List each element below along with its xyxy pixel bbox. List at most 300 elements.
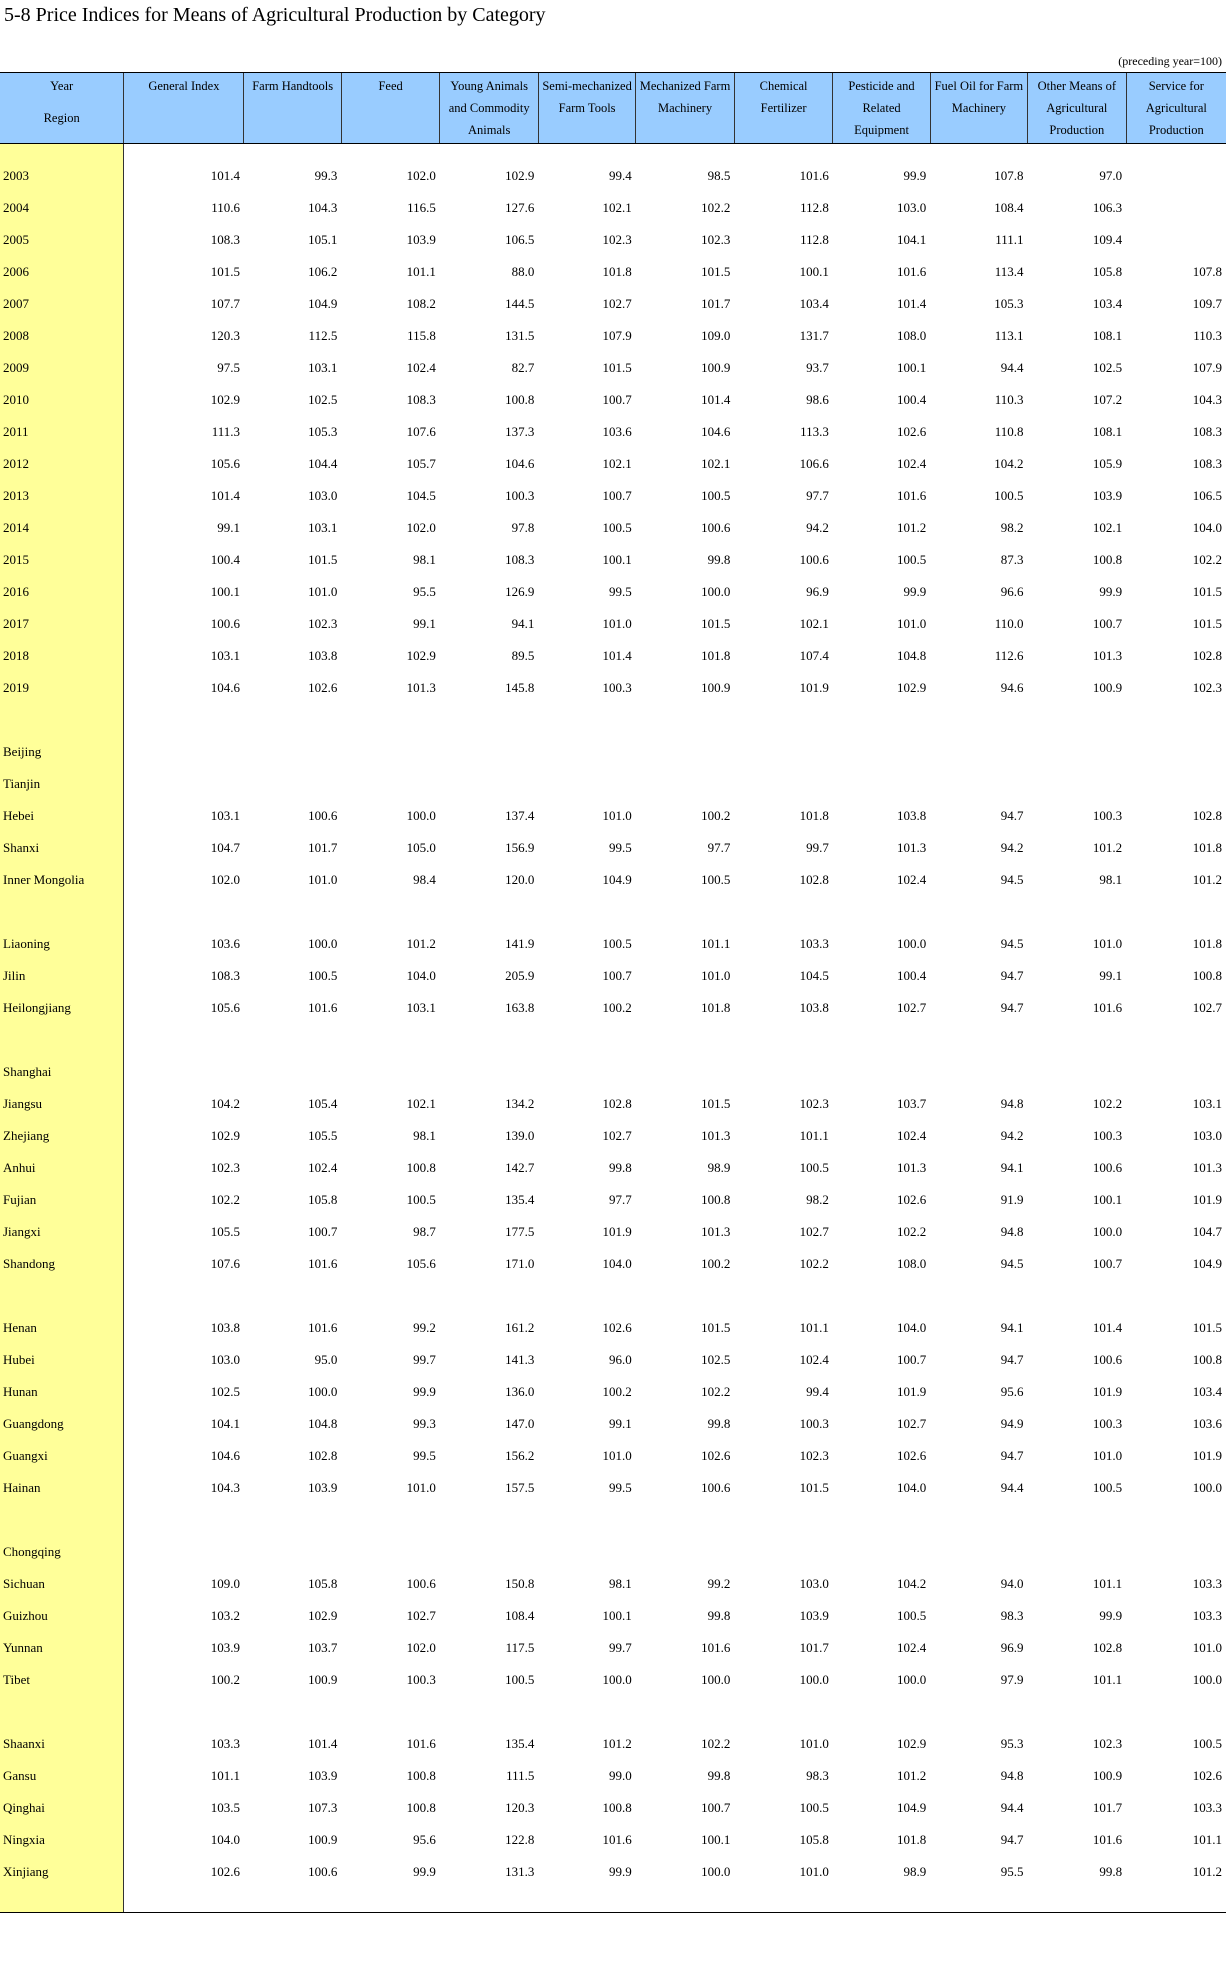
value-cell: 103.4: [1092, 296, 1123, 311]
value-cell: 101.1: [1192, 1832, 1222, 1847]
row-label: 2004: [0, 192, 124, 224]
value-cell: 122.8: [505, 1832, 535, 1847]
value-cell: 113.3: [800, 424, 829, 439]
value-cell: 102.0: [210, 872, 240, 887]
value-cell: 101.4: [602, 648, 632, 663]
value-cell: 99.4: [609, 168, 632, 183]
column-header: Service for Agricultural Production: [1126, 73, 1226, 144]
value-cell: 102.2: [1192, 552, 1222, 567]
value-cell: 107.8: [994, 168, 1024, 183]
value-cell: 102.2: [210, 1192, 240, 1207]
value-cell: 89.5: [511, 648, 535, 663]
row-label: Qinghai: [0, 1792, 124, 1824]
value-cell: 102.3: [1192, 680, 1222, 695]
value-cell: 100.1: [210, 584, 240, 599]
row-label: 2009: [0, 352, 124, 384]
value-cell: 102.4: [799, 1352, 829, 1367]
value-cell: 108.3: [210, 232, 240, 247]
value-cell: 100.0: [1192, 1672, 1222, 1687]
value-cell: 102.8: [799, 872, 829, 887]
value-cell: 102.7: [1192, 1000, 1222, 1015]
row-label-empty: [0, 1504, 124, 1536]
column-header: General Index: [124, 73, 244, 144]
empty-cell: [636, 896, 735, 928]
value-cell: 105.6: [210, 456, 240, 471]
empty-cell: [636, 144, 735, 161]
value-cell: 100.2: [602, 1000, 632, 1015]
empty-cell: [124, 1696, 244, 1728]
row-label: Fujian: [0, 1184, 124, 1216]
value-cell: 102.9: [210, 392, 240, 407]
empty-cell: [1126, 1696, 1226, 1728]
empty-cell: [341, 1504, 440, 1536]
value-cell: 94.4: [1000, 1800, 1024, 1815]
value-cell: 105.3: [308, 424, 338, 439]
empty-cell: [1028, 1504, 1127, 1536]
value-cell: 101.8: [799, 808, 829, 823]
value-cell: 100.8: [406, 1160, 436, 1175]
value-cell: 100.5: [799, 1800, 829, 1815]
empty-cell: [1126, 1024, 1226, 1056]
row-label-empty: [0, 1024, 124, 1056]
value-cell: 99.1: [217, 520, 240, 535]
value-cell: 100.7: [602, 392, 632, 407]
column-header: Mechanized Farm Machinery: [636, 73, 735, 144]
value-cell: 99.7: [413, 1352, 436, 1367]
value-cell: [1126, 224, 1226, 256]
value-cell: 100.5: [602, 520, 632, 535]
value-cell: 101.5: [701, 264, 731, 279]
year-region-header: [0, 73, 124, 144]
value-cell: 101.6: [1092, 1832, 1123, 1847]
value-cell: 100.6: [1092, 1352, 1123, 1367]
table-row: [0, 384, 1226, 416]
empty-cell: [244, 1696, 341, 1728]
row-label: Sichuan: [0, 1568, 124, 1600]
value-cell: 116.5: [407, 200, 436, 215]
value-cell: [734, 1056, 833, 1088]
value-cell: 103.0: [308, 488, 338, 503]
row-label: Jilin: [0, 960, 124, 992]
table-row: [0, 768, 1226, 800]
table-row: [0, 928, 1226, 960]
region-header-label: Region: [43, 111, 80, 125]
value-cell: 101.2: [1192, 1864, 1222, 1879]
empty-cell: [244, 1888, 341, 1913]
value-cell: 101.3: [896, 1160, 927, 1175]
value-cell: 102.4: [896, 1128, 927, 1143]
value-cell: [1028, 1056, 1127, 1088]
table-row: [0, 1056, 1226, 1088]
value-cell: 108.4: [505, 1608, 535, 1623]
value-cell: 98.1: [1099, 872, 1123, 887]
value-cell: [636, 1536, 735, 1568]
value-cell: 103.2: [210, 1608, 240, 1623]
tail-row: [0, 1888, 1226, 1913]
value-cell: 101.2: [1092, 840, 1123, 855]
gap-row: [0, 1696, 1226, 1728]
row-label: Beijing: [0, 736, 124, 768]
value-cell: 109.7: [1192, 296, 1222, 311]
value-cell: 100.5: [406, 1192, 436, 1207]
value-cell: 137.4: [505, 808, 535, 823]
value-cell: 108.0: [896, 328, 927, 343]
value-cell: 101.9: [602, 1224, 632, 1239]
value-cell: 97.9: [1000, 1672, 1024, 1687]
table-row: [0, 832, 1226, 864]
empty-cell: [734, 1280, 833, 1312]
value-cell: 100.5: [799, 1160, 829, 1175]
value-cell: 94.5: [1000, 1256, 1024, 1271]
table-row: [0, 224, 1226, 256]
table-row: [0, 320, 1226, 352]
value-cell: [244, 1056, 341, 1088]
value-cell: 101.3: [701, 1224, 731, 1239]
value-cell: 102.6: [896, 1192, 927, 1207]
value-cell: [440, 1536, 539, 1568]
empty-cell: [930, 896, 1027, 928]
value-cell: 111.3: [211, 424, 240, 439]
value-cell: 103.6: [1192, 1416, 1222, 1431]
value-cell: 111.5: [506, 1768, 535, 1783]
table-row: [0, 1632, 1226, 1664]
empty-cell: [538, 144, 635, 161]
value-cell: 95.6: [1000, 1384, 1024, 1399]
empty-cell: [930, 1280, 1027, 1312]
value-cell: 101.6: [308, 1000, 338, 1015]
value-cell: 104.0: [406, 968, 436, 983]
value-cell: 103.7: [896, 1096, 927, 1111]
value-cell: [833, 1056, 930, 1088]
table-row: [0, 1472, 1226, 1504]
empty-cell: [538, 1280, 635, 1312]
value-cell: 103.0: [1192, 1128, 1222, 1143]
row-label: Gansu: [0, 1760, 124, 1792]
value-cell: 102.4: [896, 872, 927, 887]
value-cell: 161.2: [505, 1320, 535, 1335]
value-cell: 94.2: [1000, 840, 1024, 855]
empty-cell: [124, 1504, 244, 1536]
value-cell: 105.6: [406, 1256, 436, 1271]
value-cell: 94.2: [806, 520, 829, 535]
value-cell: 103.9: [406, 232, 436, 247]
value-cell: 98.1: [609, 1576, 632, 1591]
value-cell: 100.5: [701, 872, 731, 887]
value-cell: 100.0: [799, 1672, 829, 1687]
row-label: Liaoning: [0, 928, 124, 960]
value-cell: 102.9: [406, 648, 436, 663]
table-row: [0, 416, 1226, 448]
value-cell: 101.2: [406, 936, 436, 951]
value-cell: 102.6: [602, 1320, 632, 1335]
value-cell: 104.7: [1192, 1224, 1222, 1239]
empty-cell: [930, 704, 1027, 736]
value-cell: 101.0: [1092, 936, 1123, 951]
row-label-empty: [0, 1280, 124, 1312]
value-cell: 105.3: [994, 296, 1024, 311]
value-cell: 95.3: [1000, 1736, 1024, 1751]
value-cell: 108.4: [994, 200, 1024, 215]
value-cell: 104.6: [505, 456, 535, 471]
table-row: [0, 1248, 1226, 1280]
empty-cell: [636, 1504, 735, 1536]
value-cell: [341, 768, 440, 800]
empty-cell: [538, 1504, 635, 1536]
row-label-empty: [0, 1696, 124, 1728]
value-cell: 103.9: [799, 1608, 829, 1623]
value-cell: 94.7: [1000, 1000, 1024, 1015]
column-header: Pesticide and Related Equipment: [833, 73, 930, 144]
value-cell: 102.1: [701, 456, 731, 471]
value-cell: 103.1: [308, 520, 338, 535]
value-cell: 107.9: [1192, 360, 1222, 375]
value-cell: 101.4: [701, 392, 731, 407]
value-cell: 101.8: [602, 264, 632, 279]
value-cell: 101.5: [602, 360, 632, 375]
value-cell: 99.9: [609, 1864, 632, 1879]
value-cell: 104.7: [210, 840, 240, 855]
price-index-table: [0, 72, 1226, 1913]
value-cell: 98.2: [1000, 520, 1024, 535]
table-row: [0, 1344, 1226, 1376]
empty-cell: [833, 144, 930, 161]
value-cell: [244, 1536, 341, 1568]
table-row: [0, 192, 1226, 224]
value-cell: 101.6: [406, 1736, 436, 1751]
column-header: Other Means of Agricultural Production: [1028, 73, 1127, 144]
value-cell: 94.4: [1000, 1480, 1024, 1495]
empty-cell: [1028, 1280, 1127, 1312]
value-cell: 102.9: [896, 680, 927, 695]
value-cell: 102.3: [799, 1096, 829, 1111]
value-cell: [930, 768, 1027, 800]
value-cell: 141.9: [505, 936, 535, 951]
value-cell: 100.6: [799, 552, 829, 567]
table-row: [0, 1824, 1226, 1856]
value-cell: [930, 736, 1027, 768]
value-cell: 94.7: [1000, 968, 1024, 983]
value-cell: 104.9: [602, 872, 632, 887]
value-cell: 101.6: [896, 488, 927, 503]
value-cell: [341, 1536, 440, 1568]
value-cell: 101.2: [1192, 872, 1222, 887]
value-cell: 94.0: [1000, 1576, 1024, 1591]
row-label: 2005: [0, 224, 124, 256]
value-cell: 101.5: [1192, 1320, 1222, 1335]
row-label: 2012: [0, 448, 124, 480]
empty-cell: [734, 704, 833, 736]
empty-cell: [440, 144, 539, 161]
value-cell: 100.2: [210, 1672, 240, 1687]
value-cell: [636, 1056, 735, 1088]
value-cell: 101.5: [701, 1320, 731, 1335]
empty-cell: [930, 1024, 1027, 1056]
value-cell: 102.8: [1192, 648, 1222, 663]
value-cell: 103.8: [799, 1000, 829, 1015]
value-cell: 101.0: [1192, 1640, 1222, 1655]
value-cell: 100.6: [406, 1576, 436, 1591]
value-cell: 98.1: [413, 552, 436, 567]
value-cell: 102.1: [602, 200, 632, 215]
value-cell: 107.3: [308, 1800, 338, 1815]
value-cell: [244, 736, 341, 768]
empty-cell: [538, 1696, 635, 1728]
value-cell: 102.3: [210, 1160, 240, 1175]
table-row: [0, 160, 1226, 192]
value-cell: 100.8: [505, 392, 535, 407]
value-cell: 101.5: [701, 616, 731, 631]
value-cell: 103.9: [308, 1768, 338, 1783]
empty-cell: [244, 704, 341, 736]
value-cell: 100.2: [602, 1384, 632, 1399]
value-cell: 102.6: [1192, 1768, 1222, 1783]
value-cell: 94.1: [1000, 1160, 1024, 1175]
value-cell: 120.3: [505, 1800, 535, 1815]
value-cell: 108.2: [406, 296, 436, 311]
value-cell: 101.5: [1192, 616, 1222, 631]
value-cell: 101.1: [799, 1320, 829, 1335]
value-cell: 99.1: [609, 1416, 632, 1431]
value-cell: 110.6: [211, 200, 240, 215]
value-cell: 108.3: [505, 552, 535, 567]
value-cell: 102.6: [896, 1448, 927, 1463]
value-cell: [244, 768, 341, 800]
column-header: Semi-mechanized Farm Tools: [538, 73, 635, 144]
empty-cell: [341, 1024, 440, 1056]
empty-cell: [734, 1696, 833, 1728]
value-cell: 105.0: [406, 840, 436, 855]
value-cell: 102.8: [308, 1448, 338, 1463]
value-cell: 103.9: [308, 1480, 338, 1495]
value-cell: [930, 1536, 1027, 1568]
value-cell: 108.3: [1192, 456, 1222, 471]
value-cell: 104.2: [994, 456, 1024, 471]
value-cell: 97.5: [217, 360, 240, 375]
value-cell: 120.3: [210, 328, 240, 343]
value-cell: 109.4: [1092, 232, 1123, 247]
value-cell: 100.6: [701, 1480, 731, 1495]
value-cell: 104.3: [308, 200, 338, 215]
value-cell: [1126, 768, 1226, 800]
value-cell: 103.3: [1192, 1576, 1222, 1591]
empty-cell: [636, 1280, 735, 1312]
value-cell: 101.1: [799, 1128, 829, 1143]
value-cell: 104.6: [701, 424, 731, 439]
table-row: [0, 672, 1226, 704]
empty-cell: [636, 1888, 735, 1913]
table-row: [0, 736, 1226, 768]
row-label: Yunnan: [0, 1632, 124, 1664]
empty-cell: [124, 144, 244, 161]
row-label: Henan: [0, 1312, 124, 1344]
value-cell: 126.9: [505, 584, 535, 599]
empty-cell: [636, 1024, 735, 1056]
value-cell: 102.0: [406, 168, 436, 183]
value-cell: 115.8: [407, 328, 436, 343]
value-cell: [734, 736, 833, 768]
value-cell: 101.4: [210, 168, 240, 183]
value-cell: 104.2: [896, 1576, 927, 1591]
value-cell: 102.9: [308, 1608, 338, 1623]
value-cell: 107.8: [1192, 264, 1222, 279]
value-cell: 100.5: [602, 936, 632, 951]
value-cell: 97.0: [1099, 168, 1123, 183]
value-cell: 104.0: [1192, 520, 1222, 535]
empty-cell: [1028, 1696, 1127, 1728]
value-cell: 94.7: [1000, 1832, 1024, 1847]
value-cell: 136.0: [505, 1384, 535, 1399]
value-cell: 101.4: [210, 488, 240, 503]
value-cell: [930, 1056, 1027, 1088]
value-cell: 103.7: [308, 1640, 338, 1655]
empty-cell: [636, 704, 735, 736]
value-cell: 112.5: [308, 328, 338, 343]
value-cell: 94.8: [1000, 1224, 1024, 1239]
row-label: Hubei: [0, 1344, 124, 1376]
value-cell: 102.2: [1092, 1096, 1123, 1111]
value-cell: [124, 736, 244, 768]
value-cell: 104.8: [896, 648, 927, 663]
empty-cell: [833, 1280, 930, 1312]
table-row: [0, 1376, 1226, 1408]
empty-cell: [538, 1888, 635, 1913]
value-cell: 100.5: [701, 488, 731, 503]
value-cell: 101.0: [1092, 1448, 1123, 1463]
value-cell: [440, 768, 539, 800]
row-label: Jiangsu: [0, 1088, 124, 1120]
empty-cell: [734, 1888, 833, 1913]
value-cell: 145.8: [505, 680, 535, 695]
table-row: [0, 992, 1226, 1024]
value-cell: 101.9: [799, 680, 829, 695]
value-cell: 101.7: [701, 296, 731, 311]
value-cell: [734, 1536, 833, 1568]
value-cell: 102.3: [701, 232, 731, 247]
value-cell: 99.2: [707, 1576, 731, 1591]
value-cell: 99.8: [1099, 1864, 1123, 1879]
value-cell: 101.4: [1092, 1320, 1123, 1335]
value-cell: 98.2: [806, 1192, 829, 1207]
value-cell: 97.7: [806, 488, 829, 503]
value-cell: 105.7: [406, 456, 436, 471]
empty-cell: [1126, 896, 1226, 928]
empty-cell: [1028, 1888, 1127, 1913]
value-cell: 105.8: [308, 1576, 338, 1591]
empty-cell: [440, 704, 539, 736]
value-cell: 99.1: [413, 616, 436, 631]
value-cell: 94.4: [1000, 360, 1024, 375]
table-row: [0, 640, 1226, 672]
value-cell: [1126, 1056, 1226, 1088]
value-cell: [538, 1536, 635, 1568]
value-cell: 100.3: [406, 1672, 436, 1687]
empty-cell: [440, 1888, 539, 1913]
value-cell: 104.5: [406, 488, 436, 503]
empty-cell: [734, 1024, 833, 1056]
value-cell: 142.7: [505, 1160, 535, 1175]
value-cell: 100.7: [308, 1224, 338, 1239]
value-cell: 99.5: [609, 1480, 632, 1495]
value-cell: 99.5: [413, 1448, 436, 1463]
table-row: [0, 1536, 1226, 1568]
value-cell: [124, 1536, 244, 1568]
empty-cell: [538, 896, 635, 928]
value-cell: [538, 768, 635, 800]
value-cell: [833, 768, 930, 800]
value-cell: 97.8: [511, 520, 535, 535]
value-cell: 103.1: [210, 648, 240, 663]
value-cell: 101.0: [799, 1736, 829, 1751]
